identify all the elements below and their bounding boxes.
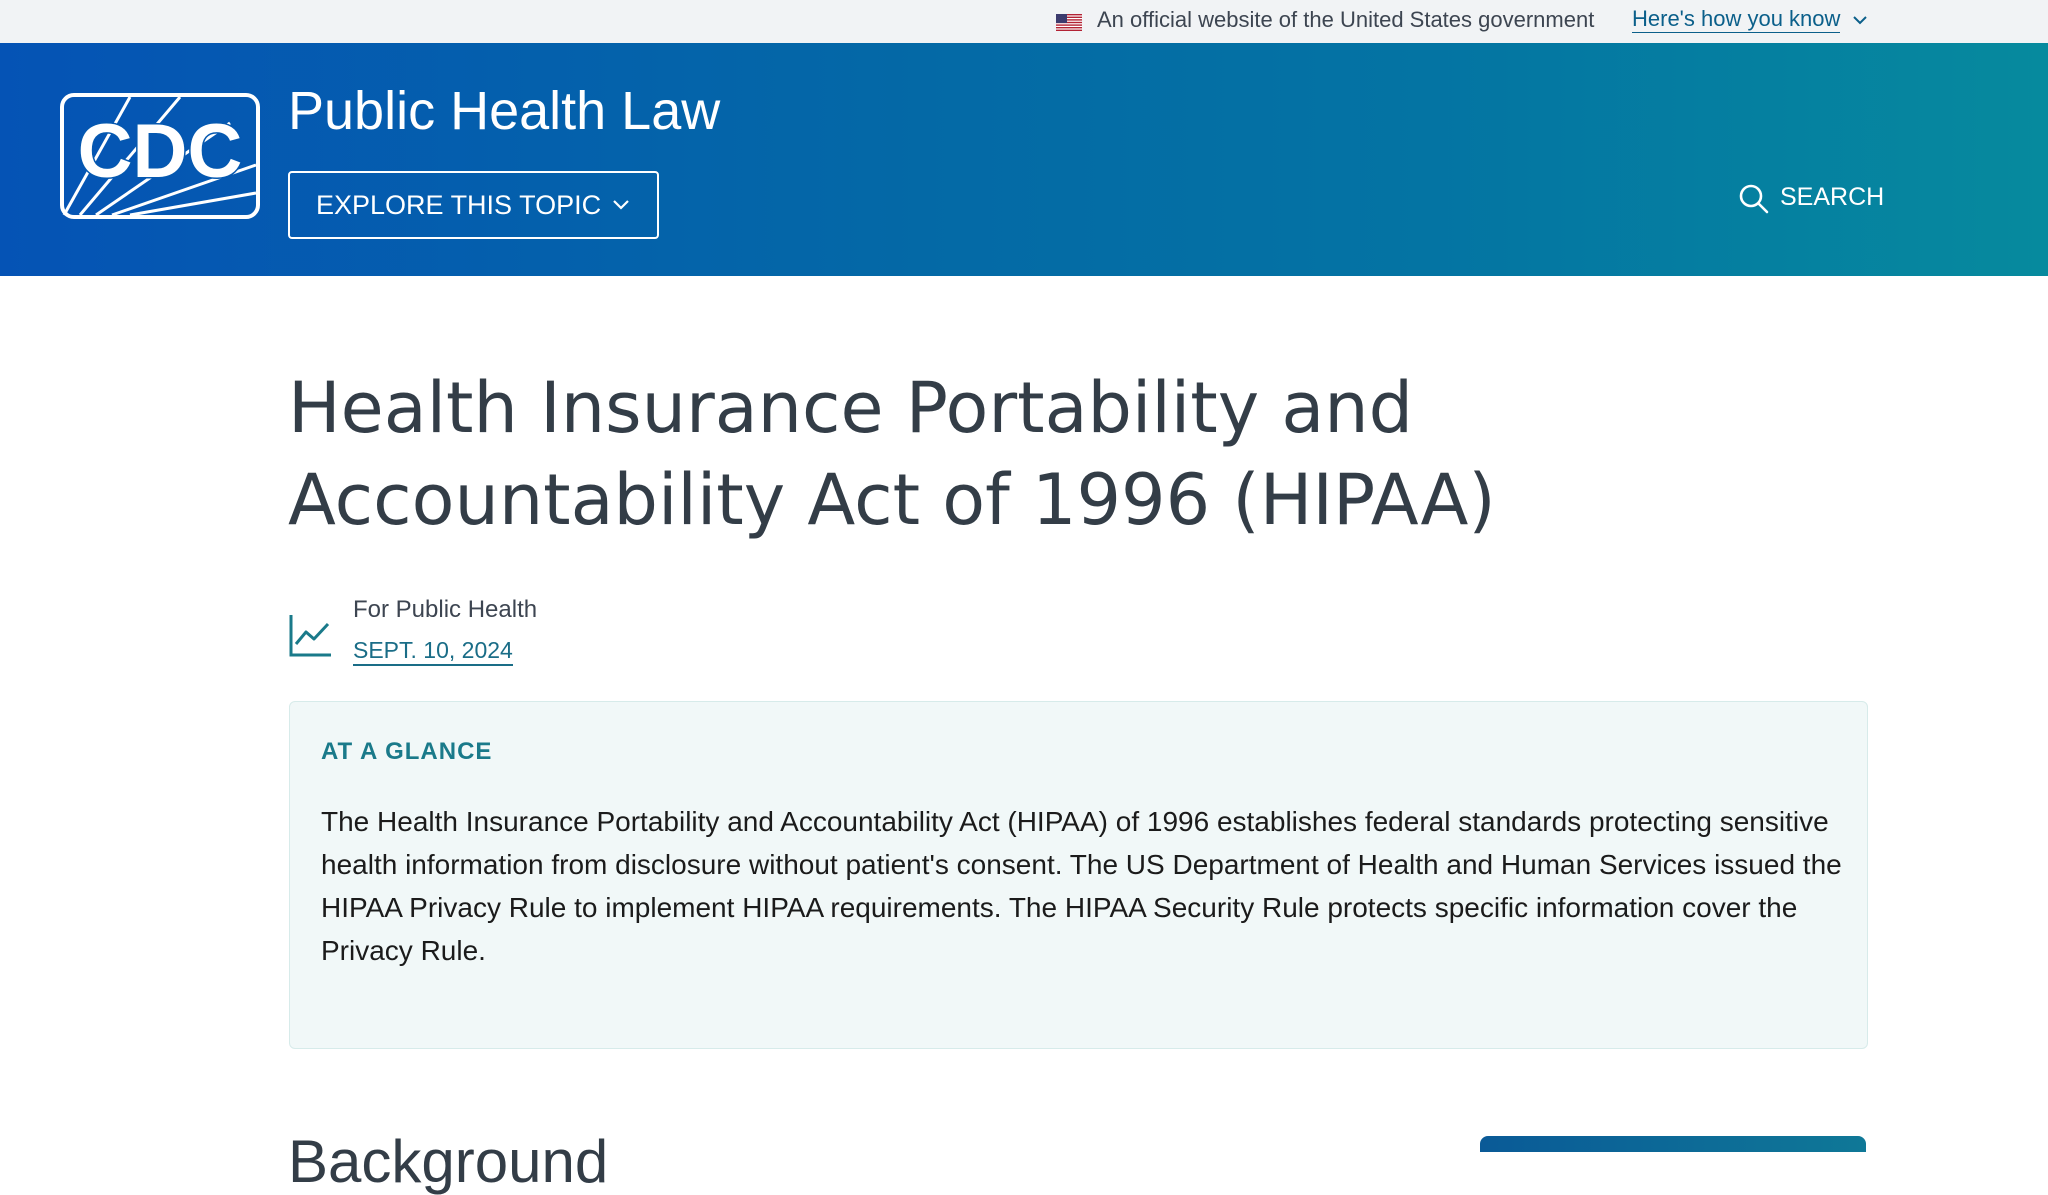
at-a-glance-heading: AT A GLANCE [321, 738, 493, 765]
search-icon [1738, 183, 1770, 215]
explore-topic-label: EXPLORE THIS TOPIC [316, 189, 602, 220]
chevron-down-icon[interactable] [1852, 14, 1868, 26]
explore-topic-button[interactable] [288, 171, 659, 239]
gov-banner [0, 0, 2048, 43]
heres-how-you-know-link[interactable]: Here's how you know [1632, 6, 1841, 31]
chevron-down-icon [611, 198, 631, 212]
site-title[interactable]: Public Health Law [288, 81, 721, 141]
gov-banner-text: An official website of the United States government [1097, 7, 1595, 32]
audience-label: For Public Health [353, 596, 538, 623]
line-chart-icon [288, 612, 334, 658]
section-heading [288, 1128, 688, 1195]
page-title: Health Insurance Portability and Accountability Act of 1996 (HIPAA) [288, 367, 1496, 541]
section-heading-text: Background [288, 1128, 609, 1195]
publish-date-link[interactable]: SEPT. 10, 2024 [353, 636, 513, 666]
sidebar-button[interactable] [1480, 1136, 1866, 1152]
at-a-glance-text: The Health Insurance Portability and Accountability Act (HIPAA) of 1996 establishes federal standards protecting sensitive health information from disclosure without patient's consent. The US Department of Health and Human Services issued the HIPAA Privacy Rule to implement HIPAA requirements. The HIPAA Security Rule protects specific information cover the Privacy Rule. [321, 806, 1842, 966]
at-a-glance-box [289, 701, 1868, 1049]
us-flag-icon [1056, 14, 1082, 31]
site-header [0, 43, 2048, 276]
logo-text: CDC [77, 109, 243, 194]
search-label: SEARCH [1780, 183, 1885, 211]
cdc-logo[interactable] [60, 93, 260, 219]
